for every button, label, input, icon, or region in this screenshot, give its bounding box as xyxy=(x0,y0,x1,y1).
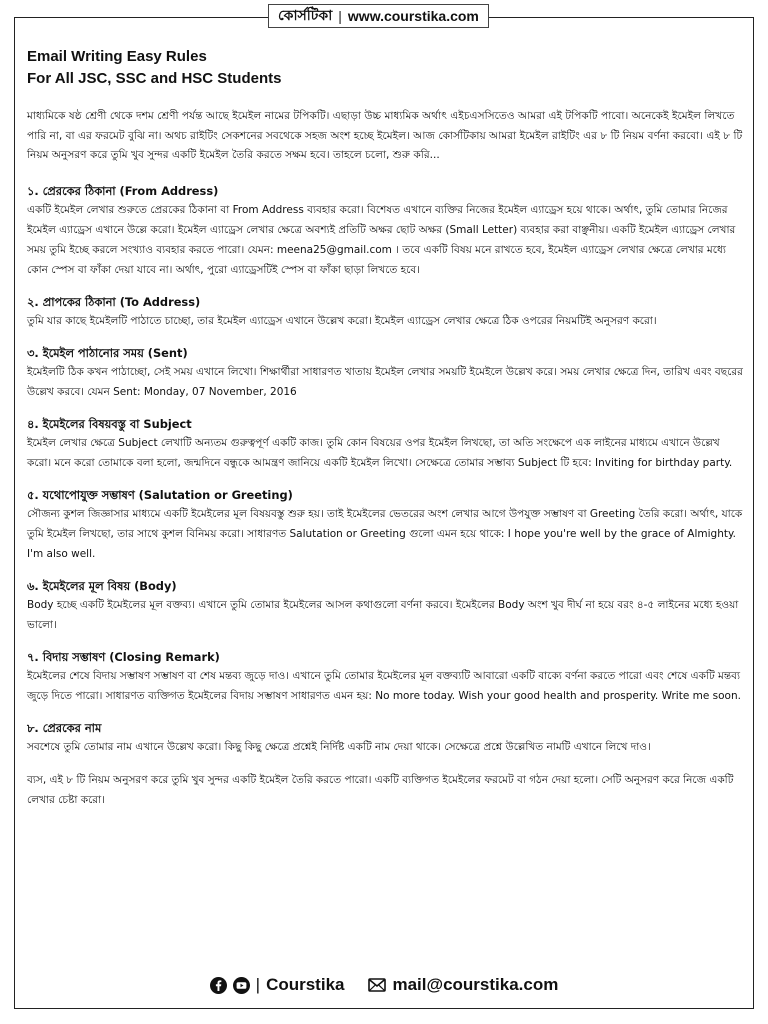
section-heading: ৩. ইমেইল পাঠানোর সময় (Sent) xyxy=(27,345,188,360)
section-body: তুমি যার কাছে ইমেইলটি পাঠাতে চাচ্ছো, তার ইমেইল এ্যাড্রেস এখানে উল্লেখ করো। ইমেইল এ্যাড্রেস লেখার ক্ষেত্রে ঠিক ওপরের নিয়মটিই অনুসরণ করো। xyxy=(27,314,657,327)
outro-paragraph: ব্যস, এই ৮ টি নিয়ম অনুসরণ করে তুমি খুব সুন্দর একটি ইমেইল তৈরি করতে পারো। একটি ব্যক্তিগত ইমেইলের ফরমেট বা গঠন দেয়া হলো। সেটি অনুসরণ করে নিজে একটি লেখার চেষ্টা করো। xyxy=(27,773,734,806)
header-separator: | xyxy=(338,8,342,24)
document-body xyxy=(27,46,745,810)
section-heading: ৫. যথোপোযুক্ত সম্ভাষণ (Salutation or Greeting) xyxy=(27,487,293,502)
section-heading: ৪. ইমেইলের বিষয়বস্তু বা Subject xyxy=(27,416,192,431)
footer-email-link[interactable]: mail@courstika.com xyxy=(392,975,559,994)
envelope-icon xyxy=(368,978,386,992)
youtube-icon[interactable] xyxy=(233,977,250,994)
section-heading: ৭. বিদায় সম্ভাষণ (Closing Remark) xyxy=(27,649,220,664)
section-sent xyxy=(27,344,745,402)
section-body: ইমেইলটি ঠিক কখন পাঠাচ্ছো, সেই সময় এখানে লিখো। শিক্ষার্থীরা সাধারণত খাতায় ইমেইল লেখার সময়টি ইমেইলে উল্লেখ করে। সময় লেখার ক্ষেত্রে দিন, তারিখ এবং বছরের উল্লেখ করবে। যেমন Sent: Monday, 07 November, 2016 xyxy=(27,365,743,398)
section-subject xyxy=(27,415,745,473)
section-heading: ১. প্রেরকের ঠিকানা (From Address) xyxy=(27,183,219,198)
intro-paragraph: মাধ্যমিকে ষষ্ঠ শ্রেণী থেকে দশম শ্রেণী পর্যন্ত আছে ইমেইল নামের টপিকটি। এছাড়া উচ্চ মাধ্যমিক অর্থাৎ এইচএসসিতেও আমরা এই টপিকটি পাবো। অনেকেই ইমেইল লিখতে পারি না, বা এর ফরমেট বুঝি না। অথচ রাইটিং সেকশনের সবথেকে সহজ অংশ হচ্ছে ইমেইল। আজ কোর্সটিকায় আমরা ইমেইল রাইটিং এর ৮ টি নিয়ম বর্ণনা করবো। এই ৮ টি নিয়ম অনুসরণ করে তুমি খুব সুন্দর একটি ইমেইল তৈরি করতে সক্ষম হবে। তাহলে চলো, শুরু করি... xyxy=(27,110,743,161)
section-body: ইমেইল লেখার ক্ষেত্রে Subject লেখাটি অন্যতম গুরুত্বপূর্ণ একটি কাজ। তুমি কোন বিষয়ের ওপর ইমেইল লিখছো, তা অতি সংক্ষেপে এক লাইনের মাধ্যমে এখানে উল্লেখ করো। মনে করো তোমাকে বলা হলো, জন্মদিনে বন্ধুকে আমন্ত্রণ জানিয়ে একটি ইমেইল লিখো। সেক্ষেত্রে তোমার সম্ভাব্য Subject টি হবে: Inviting for birthday party. xyxy=(27,436,733,469)
title-line-2: For All JSC, SSC and HSC Students xyxy=(27,70,282,87)
title-line-1: Email Writing Easy Rules xyxy=(27,48,207,65)
facebook-icon[interactable] xyxy=(210,977,227,994)
section-body: সৌজন্য কুশল জিজ্ঞাসার মাধ্যমে একটি ইমেইলের মূল বিষয়বস্তু শুরু হয়। তাই ইমেইলের ভেতরের অংশ লেখার আগে উপযুক্ত সম্ভাষণ বা Greeting তৈরি করো। অর্থাৎ, যাকে তুমি ইমেইল লিখছো, তার সাথে কুশল বিনিময় করো। সাধারণত Salutation or Greeting গুলো এমন হয়ে থাকে: I hope you're well by the grace of Almighty. I'm also well. xyxy=(27,507,743,560)
section-to-address xyxy=(27,293,745,331)
section-sender-name xyxy=(27,719,745,757)
section-body: সবশেষে তুমি তোমার নাম এখানে উল্লেখ করো। কিছু কিছু ক্ষেত্রে প্রশ্নেই নির্দিষ্ট একটি নাম দেয়া থাকে। সেক্ষেত্রে প্রশ্নে উল্লেখিত নামটি এখানে লিখে দাও। xyxy=(27,740,651,753)
footer xyxy=(0,972,768,998)
header-badge xyxy=(268,4,489,28)
section-heading: ৮. প্রেরকের নাম xyxy=(27,720,102,735)
section-body: ইমেইলের শেষে বিদায় সম্ভাষণ সম্ভাষণ বা শেষ মন্তব্য জুড়ে দাও। এখানে তুমি তোমার ইমেইলের মূল বক্তব্যটি আবারো একটি বাক্যে বর্ণনা করতে পারো এবং শেষে একটি মন্তব্য জুড়ে দিতে পারো। সাধারণত ব্যক্তিগত ইমেইলের বিদায় সম্ভাষণ সাধারণত এমন হয়: No more today. Wish your good health and prosperity. Write me soon. xyxy=(27,669,741,702)
section-body: একটি ইমেইল লেখার শুরুতে প্রেরকের ঠিকানা বা From Address ব্যবহার করো। বিশেষত এখানে ব্যক্তির নিজের ইমেইল এ্যাড্রেস হয়ে থাকে। অর্থাৎ, তুমি তোমার নিজের ইমেইল এ্যাড্রেস এখানে উল্লে করো। ইমেইল এ্যাড্রেস লেখার ক্ষেত্রে অবশ্যই প্রতিটি অক্ষর ছোট অক্ষর (Small Letter) ব্যবহার করা বাঞ্ছনীয়। একটি ইমেইল এ্যাড্রেস লেখার সময় তুমি ইচ্ছে করলে সংখ্যাও ব্যবহার করতে পারো। যেমন: meena25@gmail.com । তবে একটি বিষয় মনে রাখতে হবে, ইমেইল এ্যাড্রেস লেখার ক্ষেত্রে লেখার মধ্যে কোন স্পেস বা ফাঁকা দেয়া যাবে না। অর্থাৎ, পুরো এ্যাড্রেসটিই স্পেস বা ফাঁকা ছাড়া লিখতে হবে। xyxy=(27,203,736,276)
section-heading: ৬. ইমেইলের মূল বিষয় (Body) xyxy=(27,578,177,593)
section-salutation xyxy=(27,486,745,564)
document-title xyxy=(27,46,745,90)
section-body: Body হচ্ছে একটি ইমেইলের মূল বক্তব্য। এখানে তুমি তোমার ইমেইলের আসল কথাগুলো বর্ণনা করবে। ইমেইলের Body অংশ খুব দীর্ঘ না হয়ে বরং ৪-৫ লাইনের মধ্যে হওয়া ভালো। xyxy=(27,598,739,631)
section-from-address xyxy=(27,182,745,280)
header-brand-bn: কোর্সটিকা xyxy=(278,7,333,23)
section-heading: ২. প্রাপকের ঠিকানা (To Address) xyxy=(27,294,201,309)
footer-separator: | xyxy=(255,975,261,994)
section-body-part xyxy=(27,577,745,635)
footer-brand: Courstika xyxy=(266,975,345,994)
section-closing-remark xyxy=(27,648,745,706)
header-website-link[interactable]: www.courstika.com xyxy=(347,8,479,24)
